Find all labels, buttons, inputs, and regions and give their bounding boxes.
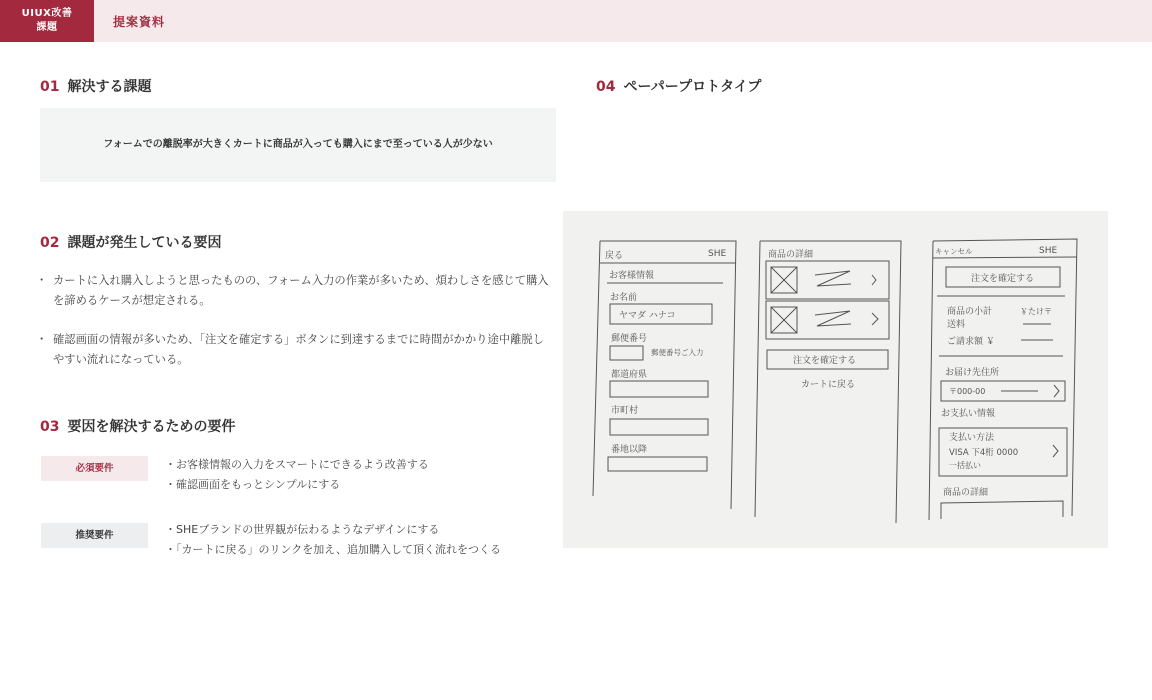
category-tag	[0, 0, 94, 42]
category-tag-line2: 課題	[36, 22, 58, 33]
paper-prototype-sketch	[563, 211, 1108, 548]
sketch-note-text: 郵便番号ご入力	[651, 348, 704, 357]
section-03-heading	[40, 416, 235, 436]
must-requirements	[40, 456, 560, 506]
section-number: 04	[596, 79, 616, 95]
section-number: 03	[40, 419, 60, 435]
list-item: ・「カートに戻る」のリンクを加え、追加購入して頂く流れをつくる	[165, 543, 501, 556]
sketch-value-text: ヤマダ ハナコ	[619, 311, 676, 321]
sketch-brand-text: SHE	[708, 249, 727, 259]
sketch-label-text: お名前	[610, 293, 638, 303]
recommended-badge: 推奨要件	[41, 523, 148, 548]
list-item: ・ 確認画面の情報が多いため、「注文を確定する」ボタンに到達するまでに時間がかかり途中離脱しやすい流れになっている。	[40, 330, 550, 370]
sketch-label-text: 商品の小計	[947, 307, 993, 317]
sketch-label-text: 都道府県	[611, 370, 648, 380]
list-item: ・SHEブランドの世界観が伝わるようなデザインにする	[165, 523, 440, 536]
list-item: ・お客様情報の入力をスマートにできるよう改善する	[165, 458, 429, 471]
must-items	[165, 455, 429, 495]
sketch-label-text: ご請求額 ￥	[947, 337, 995, 347]
sketch-value-text: 一括払い	[949, 461, 981, 470]
list-item: ・ カートに入れ購入しようと思ったものの、フォーム入力の作業が多いため、煩わしさを感じて購入を諦めるケースが想定される。	[40, 271, 550, 311]
sketch-screen-order-confirm	[929, 239, 1077, 520]
sketch-heading-text: お客様情報	[609, 271, 655, 281]
sketch-heading-text: お支払い情報	[941, 409, 996, 419]
recommended-items	[165, 520, 501, 560]
section-title: 解決する課題	[67, 79, 152, 95]
sketch-confirm-button: 注文を確定する	[971, 274, 1035, 284]
section-number: 01	[40, 79, 60, 95]
section-02-heading	[40, 232, 221, 252]
header-bar	[0, 0, 1152, 42]
sketch-heading-text: 商品の詳細	[768, 250, 814, 260]
cause-list	[40, 271, 550, 389]
document-title: 提案資料	[113, 15, 166, 29]
sketch-value-text: ￥たけ〒	[1020, 307, 1052, 316]
sketch-heading-text: 商品の詳細	[943, 488, 989, 498]
sketch-cancel-text: キャンセル	[935, 247, 973, 256]
sketch-screen-product-detail	[755, 241, 901, 523]
sketch-back-link: カートに戻る	[801, 380, 856, 390]
recommended-requirements	[40, 523, 560, 573]
section-number: 02	[40, 235, 60, 251]
list-item: ・確認画面をもっとシンプルにする	[165, 478, 341, 491]
sketch-value-text: VISA 下4桁 0000	[949, 448, 1019, 458]
sketch-screen-customer-info	[593, 241, 736, 509]
section-04-heading	[596, 76, 761, 96]
sketch-label-text: 市町村	[611, 406, 639, 416]
sketch-label-text: 番地以降	[611, 445, 648, 455]
sketch-label-text: 送料	[947, 320, 966, 330]
sketch-label-text: 支払い方法	[949, 433, 995, 443]
section-01-heading	[40, 76, 151, 96]
issue-box: フォームでの離脱率が大きくカートに商品が入っても購入にまで至っている人が少ない	[40, 108, 556, 182]
category-tag-line1: UIUX改善	[21, 8, 73, 19]
must-badge: 必須要件	[41, 456, 148, 481]
sketch-heading-text: お届け先住所	[945, 368, 1000, 378]
section-title: 要因を解決するための要件	[67, 419, 236, 435]
section-title: ペーパープロトタイプ	[623, 79, 762, 95]
sketch-label-text: 郵便番号	[611, 334, 648, 344]
sketch-value-text: 〒000-00	[949, 387, 986, 396]
sketch-confirm-button: 注文を確定する	[793, 356, 857, 366]
sketch-back-text: 戻る	[605, 251, 624, 261]
paper-prototype-photo	[563, 211, 1108, 548]
section-title: 課題が発生している要因	[67, 235, 222, 251]
sketch-brand-text: SHE	[1039, 246, 1058, 256]
